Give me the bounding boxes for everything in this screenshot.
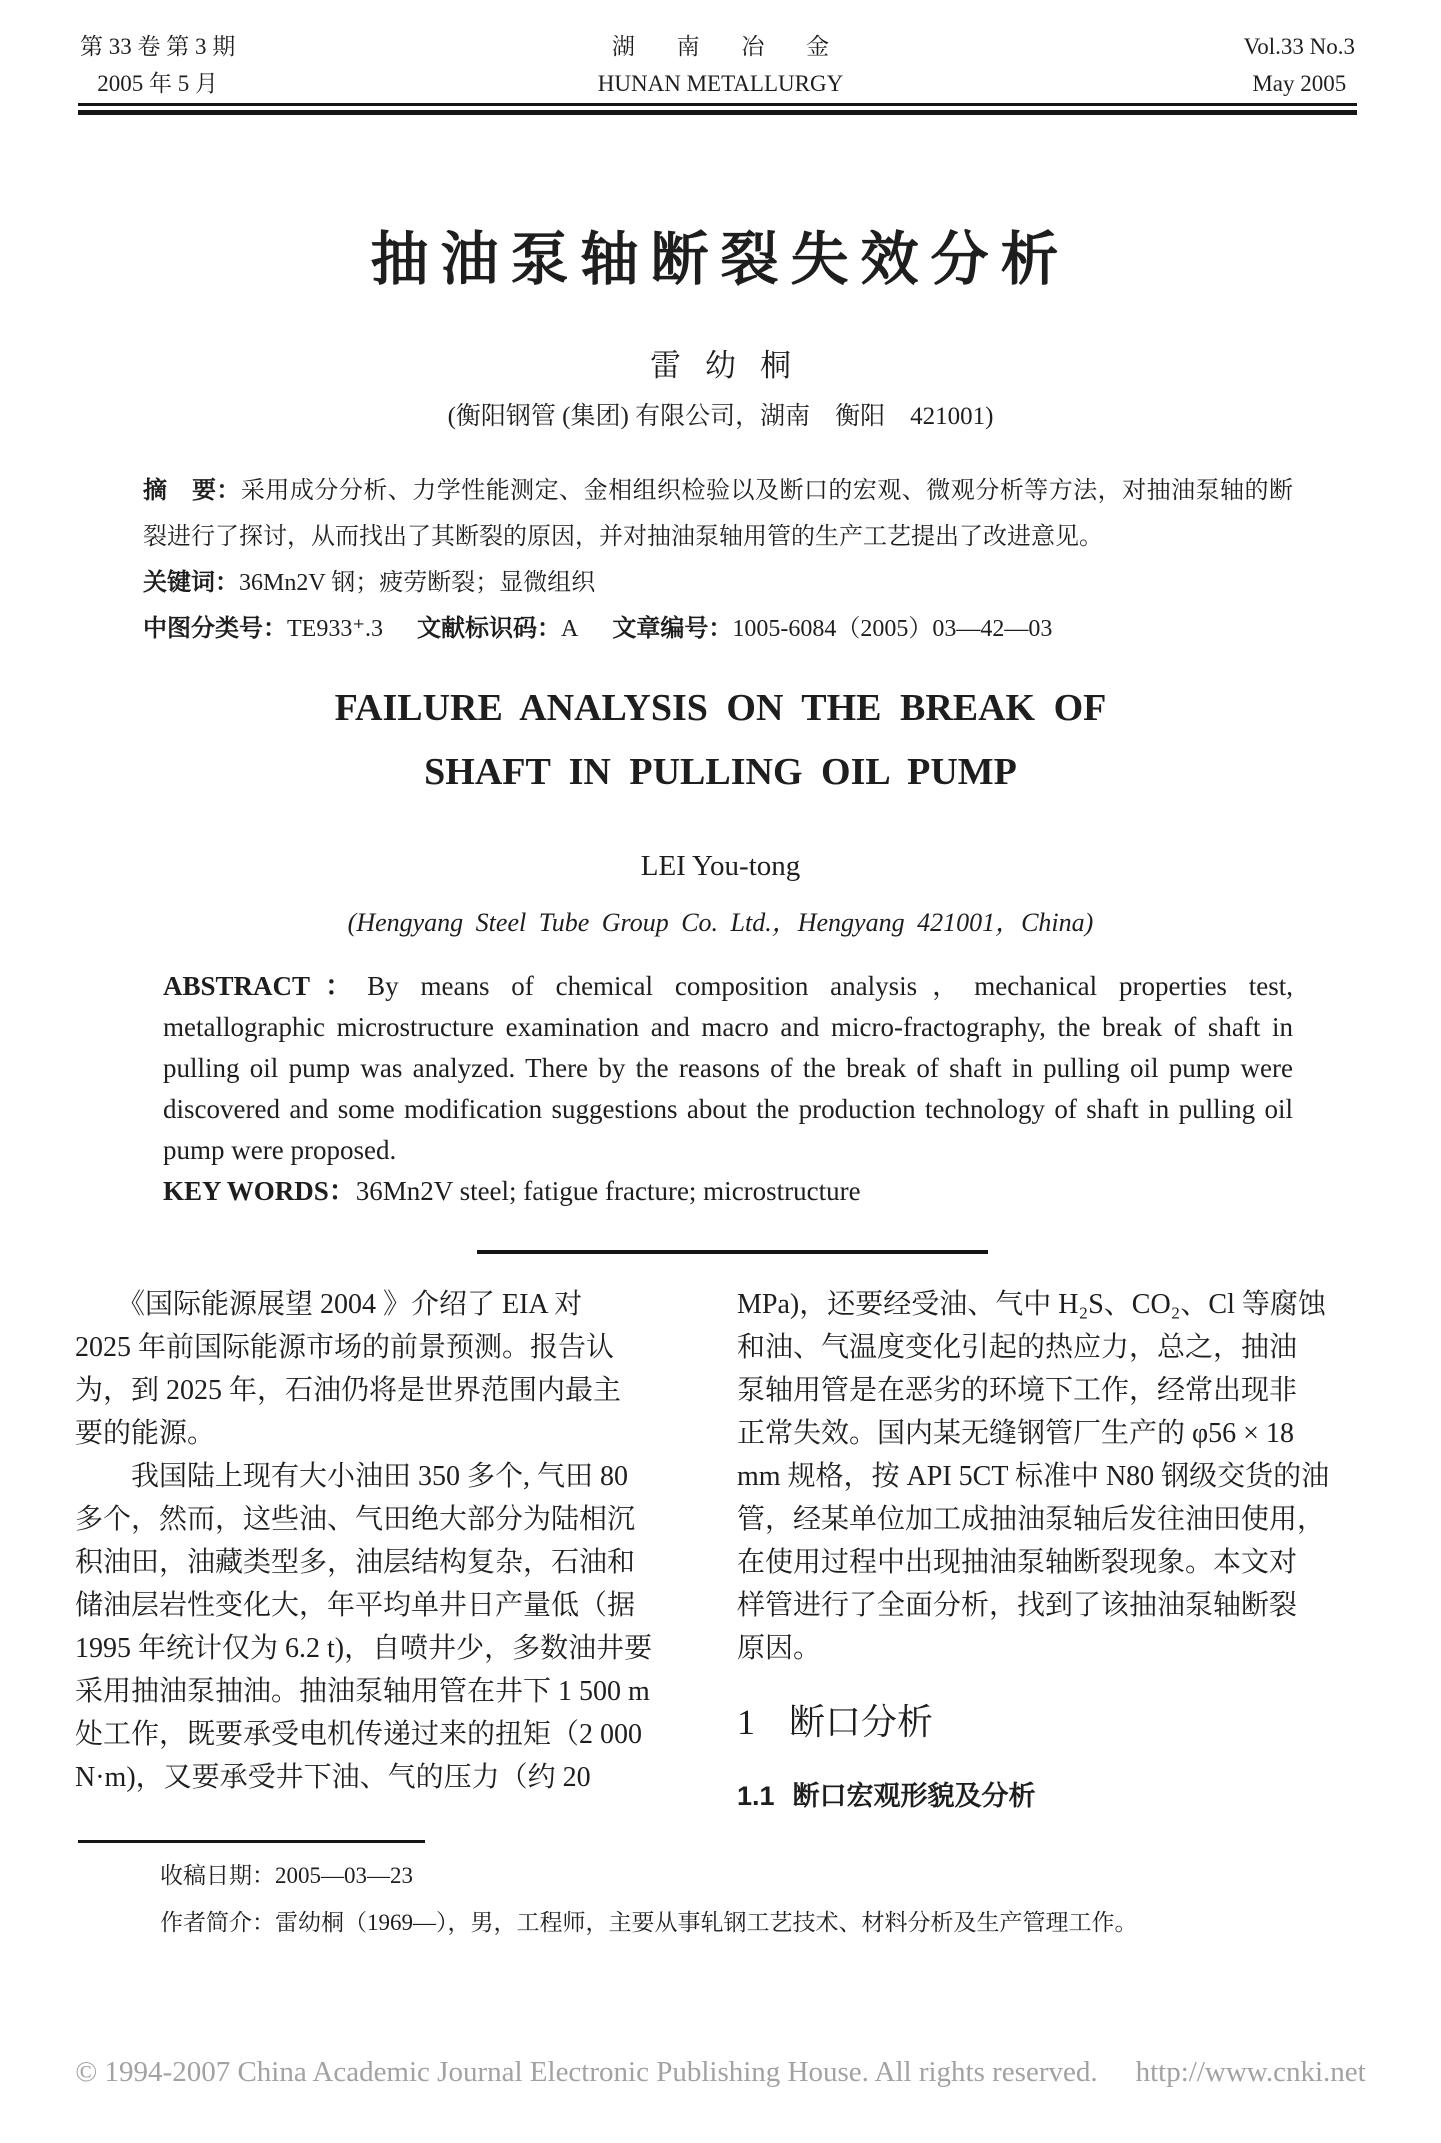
article-title-en — [0, 676, 1441, 804]
abstract-cn-label: 摘 要： — [143, 478, 241, 504]
journal-header-right — [1244, 28, 1355, 102]
article-title-en-line1: FAILURE ANALYSIS ON THE BREAK OF — [334, 687, 1107, 729]
section-heading-1-1-number: 1.1 — [737, 1781, 775, 1811]
text-line: 储油层岩性变化大，年平均单井日产量低（据 — [75, 1590, 636, 1621]
section-heading-1-number: 1 — [737, 1702, 755, 1742]
section-divider-rule — [477, 1250, 988, 1254]
abstract-en-text: By means of chemical composition analysis，mechanical properties test, metallographic microstructure examination and macro and micro-fractography, the break of shaft in pulling oil pump was analyzed. There by the reasons of the break of shaft in pulling oil pump were discovered and some modification suggestions about the production technology of shaft in pulling oil pump were proposed. — [163, 971, 1293, 1165]
author-bio-value: 雷幼桐（1969—），男，工程师，主要从事轧钢工艺技术、材料分析及生产管理工作。 — [275, 1910, 1138, 1935]
text-line: 多个，然而，这些油、气田绝大部分为陆相沉 — [75, 1504, 636, 1535]
abstract-cn-block — [143, 468, 1293, 652]
article-id-label: 文章编号： — [612, 616, 733, 642]
text-line: 在使用过程中出现抽油泵轴断裂现象。本文对 — [737, 1547, 1298, 1578]
text-line: MPa)，还要经受油、气中 H₂S、CO₂、Cl 等腐蚀 — [737, 1289, 1326, 1320]
keywords-en-text: 36Mn2V steel; fatigue fracture; microstructure — [355, 1176, 861, 1206]
text-line: mm 规格，按 API 5CT 标准中 N80 钢级交货的油 — [737, 1461, 1330, 1492]
journal-name-en: HUNAN METALLURGY — [597, 71, 844, 96]
keywords-cn-row — [143, 560, 1293, 606]
article-id-value: 1005-6084（2005）03—42—03 — [732, 616, 1053, 642]
doc-code-pair — [417, 616, 578, 642]
header-double-rule — [78, 103, 1357, 115]
doc-code-value: A — [561, 616, 579, 642]
clc-label: 中图分类号： — [143, 616, 287, 642]
body-column-right — [737, 1283, 1385, 1814]
text-line: 为，到 2025 年，石油仍将是世界范围内最主 — [75, 1375, 622, 1406]
volume-issue-cn: 第 33 卷 第 3 期 — [80, 34, 236, 59]
copyright-url: http://www.cnki.net — [1135, 2056, 1366, 2088]
footnote-block — [160, 1852, 1138, 1946]
volume-issue-en: Vol.33 No.3 — [1243, 34, 1355, 59]
copyright-footer — [0, 2056, 1441, 2089]
text-line: 《国际能源展望 2004 》介绍了 EIA 对 — [75, 1289, 583, 1320]
article-title-en-line2: SHAFT IN PULLING OIL PUMP — [424, 751, 1017, 793]
abstract-en-block — [163, 966, 1293, 1212]
clc-pair — [143, 616, 383, 642]
footnote-rule — [78, 1840, 425, 1843]
text-line: 和油、气温度变化引起的热应力，总之，抽油 — [737, 1332, 1298, 1363]
text-line: 管，经某单位加工成抽油泵轴后发往油田使用， — [737, 1504, 1326, 1535]
received-date-value: 2005—03—23 — [275, 1863, 413, 1888]
abstract-cn-text: 采用成分分析、力学性能测定、金相组织检验以及断口的宏观、微观分析等方法，对抽油泵轴的断裂进行了探讨，从而找出了其断裂的原因，并对抽油泵轴用管的生产工艺提出了改进意见。 — [143, 478, 1294, 550]
author-bio-row — [160, 1899, 1138, 1946]
affiliation-cn: (衡阳钢管 (集团) 有限公司，湖南 衡阳 421001) — [447, 403, 994, 430]
section-heading-1 — [737, 1700, 1385, 1744]
keywords-en-label: KEY WORDS： — [163, 1176, 356, 1206]
article-id-pair — [612, 616, 1052, 642]
author-cn: 雷幼桐 — [650, 348, 815, 383]
body-column-left — [75, 1283, 723, 1799]
abstract-en-label: ABSTRACT： — [163, 971, 368, 1001]
text-line: 泵轴用管是在恶劣的环境下工作，经常出现非 — [737, 1375, 1298, 1406]
section-heading-1-title: 断口分析 — [789, 1702, 934, 1742]
text-line: 要的能源。 — [75, 1418, 216, 1449]
journal-header-center — [0, 28, 1441, 102]
received-date-label: 收稿日期： — [160, 1863, 275, 1888]
text-line: 2025 年前国际能源市场的前景预测。报告认 — [75, 1332, 615, 1363]
text-line: 1995 年统计仅为 6.2 t)，自喷井少，多数油井要 — [75, 1633, 653, 1664]
copyright-text: © 1994-2007 China Academic Journal Electronic Publishing House. All rights reserved. — [75, 2056, 1098, 2088]
clc-value: TE933⁺.3 — [287, 616, 383, 642]
date-cn: 2005 年 5 月 — [97, 71, 218, 96]
received-date-row — [160, 1852, 1138, 1899]
text-line: 采用抽油泵抽油。抽油泵轴用管在井下 1 500 m — [75, 1676, 650, 1707]
text-line: 我国陆上现有大小油田 350 多个, 气田 80 — [75, 1461, 629, 1492]
text-line: 原因。 — [737, 1633, 822, 1664]
text-line: 处工作，既要承受电机传递过来的扭矩（2 000 — [75, 1719, 643, 1750]
keywords-cn-text: 36Mn2V 钢；疲劳断裂；显微组织 — [239, 570, 596, 596]
text-line: 样管进行了全面分析，找到了该抽油泵轴断裂 — [737, 1590, 1298, 1621]
date-en: May 2005 — [1252, 71, 1347, 96]
doc-code-label: 文献标识码： — [417, 616, 561, 642]
journal-name-cn: 湖 南 冶 金 — [611, 34, 848, 59]
text-line: 正常失效。国内某无缝钢管厂生产的 φ56 × 18 — [737, 1418, 1294, 1449]
article-title-cn: 抽油泵轴断裂失效分析 — [370, 227, 1071, 292]
section-heading-1-1 — [737, 1778, 1385, 1814]
author-en: LEI You-tong — [640, 850, 801, 882]
abstract-en-paragraph — [163, 966, 1293, 1171]
classification-row — [143, 606, 1293, 652]
text-line: N·m)，又要承受井下油、气的压力（约 20 — [75, 1762, 591, 1793]
section-heading-1-1-title: 断口宏观形貌及分析 — [792, 1781, 1036, 1811]
keywords-cn-label: 关键词： — [143, 570, 239, 596]
text-line: 积油田，油藏类型多，油层结构复杂，石油和 — [75, 1547, 636, 1578]
keywords-en-row — [163, 1171, 1293, 1212]
abstract-cn-paragraph — [143, 468, 1293, 560]
affiliation-en: (Hengyang Steel Tube Group Co. Ltd.，Hengyang 421001，China) — [347, 908, 1094, 937]
author-bio-label: 作者简介： — [160, 1910, 275, 1935]
body-column-right-text — [737, 1283, 1385, 1670]
